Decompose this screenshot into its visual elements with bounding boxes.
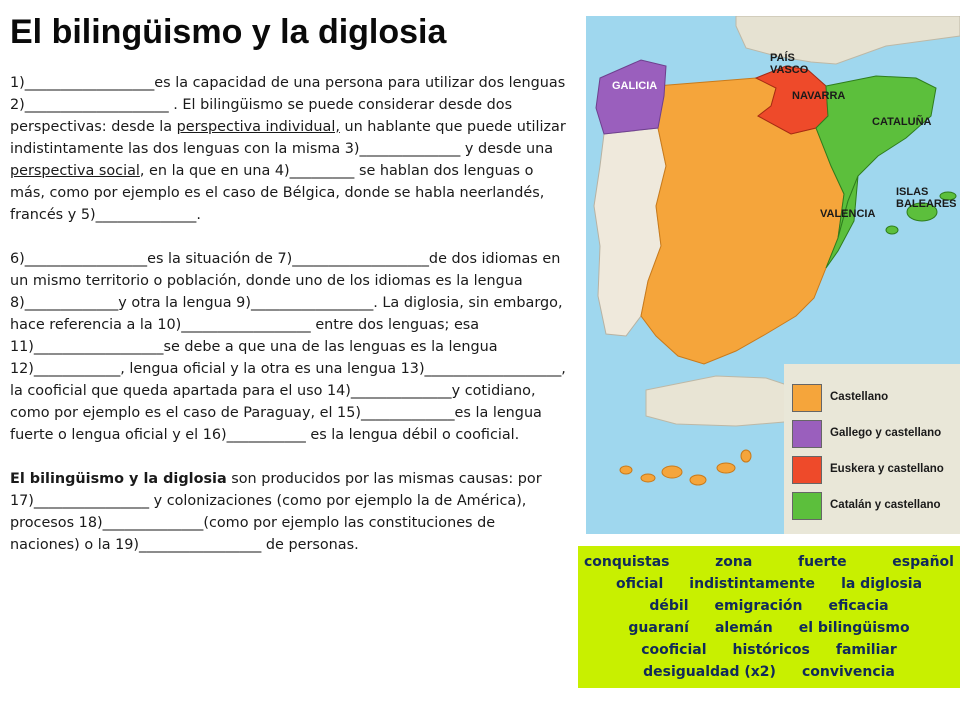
paragraph-bilinguismo	[10, 72, 566, 226]
page-title: El bilingüismo y la diglosia	[10, 13, 447, 51]
canary-island-3	[662, 466, 682, 478]
label-navarra: NAVARRA	[792, 90, 846, 102]
wordbank-word: desigualdad (x2)	[643, 664, 776, 680]
legend-item-catalan	[792, 492, 960, 520]
legend-swatch-catalan	[792, 492, 822, 520]
wordbank-word: guaraní	[628, 620, 689, 636]
spain-language-map	[586, 16, 960, 534]
legend-item-euskera	[792, 456, 960, 484]
p1-text-b: un hablante que puede utilizar indistintamente las dos lenguas con la misma 3)______________ y desde una	[10, 119, 566, 157]
wordbank-word: oficial	[615, 576, 664, 592]
p3-bold-title: El bilingüismo y la diglosia	[10, 471, 227, 487]
wordbank-line-6	[584, 661, 954, 683]
wordbank-word: cooficial	[641, 642, 707, 658]
p1-underline-individual: perspectiva individual,	[176, 119, 340, 135]
wordbank-word: débil	[649, 598, 689, 614]
label-pais-vasco: PAÍS VASCO	[770, 52, 809, 76]
legend-label-catalan: Catalán y castellano	[830, 499, 941, 511]
wordbank-line-4	[584, 617, 954, 639]
word-bank	[578, 546, 960, 688]
wordbank-word: convivencia	[801, 664, 895, 680]
legend-swatch-euskera	[792, 456, 822, 484]
legend-swatch-castellano	[792, 384, 822, 412]
wordbank-word: emigración	[714, 598, 803, 614]
wordbank-line-1	[584, 551, 954, 573]
label-islas-baleares: ISLAS BALEARES	[896, 186, 957, 210]
wordbank-word: históricos	[732, 642, 810, 658]
p1-text-a: 1)__________________es la capacidad de una persona para utilizar dos lenguas 2)____________________ . El bilingüismo se puede considerar desde dos perspectivas: desde la	[10, 75, 566, 135]
wordbank-word: la diglosia	[841, 576, 923, 592]
legend-swatch-gallego	[792, 420, 822, 448]
legend-item-gallego	[792, 420, 960, 448]
canary-island-4	[690, 475, 706, 485]
p3-text: son producidos por las mismas causas: por 17)________________ y colonizaciones (como por ejemplo la de América), procesos 18)______________(como por ejemplo las constituciones de naciones) o la 19)_________________ de personas.	[10, 471, 542, 553]
paragraph-causas	[10, 468, 566, 556]
canary-island-6	[741, 450, 751, 462]
galicia-region	[596, 60, 666, 134]
wordbank-word: español	[892, 554, 954, 570]
p1-underline-social: perspectiva social	[10, 163, 140, 179]
canary-island-5	[717, 463, 735, 473]
canary-island-1	[620, 466, 632, 474]
label-cataluna: CATALUÑA	[872, 116, 932, 128]
wordbank-word: fuerte	[797, 554, 847, 570]
wordbank-line-2	[584, 573, 954, 595]
legend-label-gallego: Gallego y castellano	[830, 427, 942, 439]
wordbank-word: eficacia	[828, 598, 889, 614]
wordbank-word: zona	[715, 554, 753, 570]
p1-text-c: , en la que en una 4)_________ se hablan dos lenguas o más, como por ejemplo es el caso de Bélgica, donde se habla neerlandés, francés y 5)______________.	[10, 163, 545, 223]
wordbank-word: familiar	[835, 642, 897, 658]
africa-land	[646, 376, 796, 426]
label-valencia: VALENCIA	[820, 208, 876, 220]
wordbank-word: el bilingüismo	[798, 620, 910, 636]
legend-label-euskera: Euskera y castellano	[830, 463, 944, 475]
map-legend	[784, 364, 960, 534]
legend-label-castellano: Castellano	[830, 391, 889, 403]
worksheet-text	[10, 72, 566, 556]
wordbank-word: indistintamente	[689, 576, 816, 592]
wordbank-line-5	[584, 639, 954, 661]
legend-item-castellano	[792, 384, 960, 412]
paragraph-diglosia: 6)_________________es la situación de 7)___________________de dos idiomas en un mismo territorio o población, donde uno de los idiomas es la lengua 8)_____________y otra la lengua 9)_________________. La diglosia, sin embargo, hace referencia a la 10)__________________ entre dos lenguas; esa 11)__________________se debe a que una de las lenguas es la lengua 12)____________, lengua oficial y la otra es una lengua 13)___________________, la cooficial que queda apartada para el uso 14)______________y cotidiano, como por ejemplo es el caso de Paraguay, el 15)_____________es la lengua fuerte o lengua oficial y el 16)___________ es la lengua débil o cooficial.	[10, 251, 566, 443]
wordbank-word: conquistas	[584, 554, 670, 570]
wordbank-line-3	[584, 595, 954, 617]
label-galicia: GALICIA	[612, 80, 658, 92]
wordbank-word: alemán	[714, 620, 773, 636]
canary-island-2	[641, 474, 655, 482]
ibiza-island	[886, 226, 898, 234]
